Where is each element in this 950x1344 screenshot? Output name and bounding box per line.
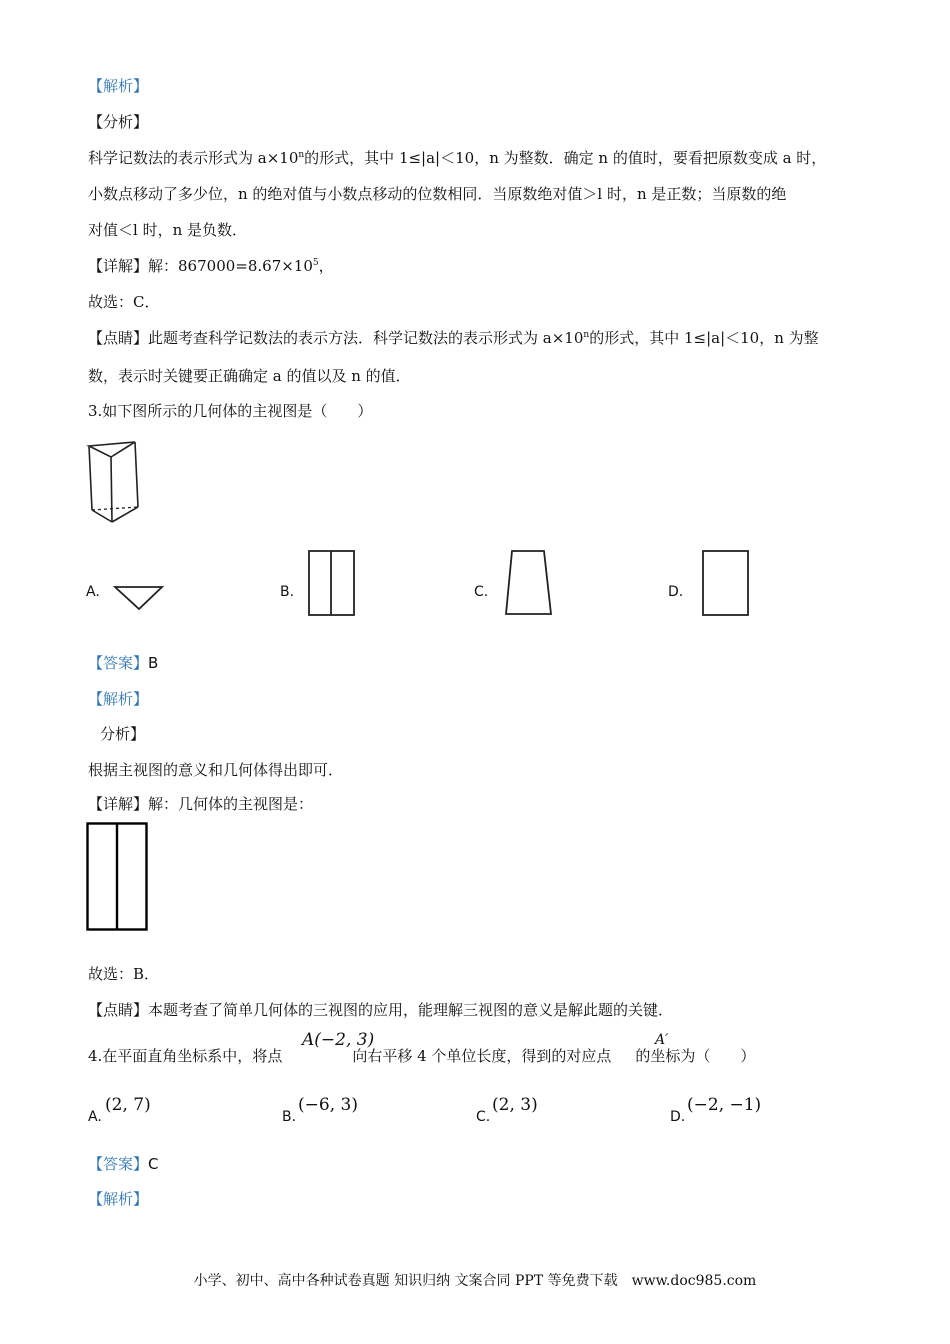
option-a-label: A. <box>88 1109 102 1125</box>
paragraph: 科学记数法的表示形式为 $a\times 10^n$的形式，其中 1≤|a|＜10，n 为整数．确定 n 的值时，要看把原数变成 a 时， <box>88 149 827 167</box>
paragraph: 对值＜l 时，n 是负数． <box>88 221 247 239</box>
option-d-value: (−2, −1) <box>687 1095 762 1115</box>
detail-line: 【详解】解：$867000=8.67\times 10^5$， <box>88 257 334 275</box>
page-footer: 小学、初中、高中各种试卷真题 知识归纳 文案合同 PPT 等免费下载 www.doc985.com <box>193 1273 757 1289</box>
option-d-label: D. <box>670 1109 686 1125</box>
option-d-figure <box>700 548 752 618</box>
option-c-label: C. <box>476 1109 491 1125</box>
question-stem: 3.如下图所示的几何体的主视图是（ ） <box>88 402 373 420</box>
section-tag-jiexi: 【解析】 <box>88 690 149 708</box>
section-tag-jiexi: 【解析】 <box>88 1190 149 1208</box>
option-b-label: B. <box>282 1109 297 1125</box>
paragraph: 根据主视图的意义和几何体得出即可． <box>88 761 344 779</box>
detail-line: 【详解】解：几何体的主视图是： <box>88 795 314 813</box>
section-tag-jiexi: 【解析】 <box>88 77 149 95</box>
paragraph: 小数点移动了多少位，n 的绝对值与小数点移动的位数相同．当原数绝对值＞l 时，n 是正数；当原数的绝 <box>88 185 787 203</box>
option-b-figure <box>306 548 358 618</box>
option-c-label: C. <box>474 584 489 600</box>
point-a: A(−2, 3) <box>302 1030 375 1050</box>
section-tag-fenxi: 【分析】 <box>88 113 149 131</box>
answer-line: 【答案】C <box>88 1155 159 1173</box>
question-stem: 4.在平面直角坐标系中，将点 向右平移 4 个单位长度，得到的对应点 的坐标为（ ） <box>88 1047 756 1065</box>
comment-line: 数，表示时关键要正确确定 a 的值以及 n 的值． <box>88 367 411 385</box>
choice-line: 故选：B． <box>88 965 160 983</box>
front-view-figure <box>86 822 150 934</box>
option-a-value: (2, 7) <box>105 1095 151 1115</box>
option-b-value: (−6, 3) <box>298 1095 358 1115</box>
section-tag-fenxi: 分析】 <box>100 725 146 743</box>
comment-line: 【点睛】此题考查科学记数法的表示方法．科学记数法的表示形式为 $a\times 10^n$的形式，其中 1≤|a|＜10，n 为整 <box>88 329 819 347</box>
option-a-figure <box>113 584 165 614</box>
option-b-label: B. <box>280 584 295 600</box>
answer-line: 【答案】B <box>88 654 159 672</box>
option-a-label: A. <box>86 584 100 600</box>
option-d-label: D. <box>668 584 684 600</box>
choice-line: 故选：C． <box>88 293 160 311</box>
prism-figure <box>86 440 146 526</box>
option-c-figure <box>503 548 555 618</box>
option-c-value: (2, 3) <box>492 1095 538 1115</box>
comment-line: 【点睛】本题考查了简单几何体的三视图的应用，能理解三视图的意义是解此题的关键． <box>88 1001 674 1019</box>
point-a-prime: A′ <box>655 1032 669 1048</box>
